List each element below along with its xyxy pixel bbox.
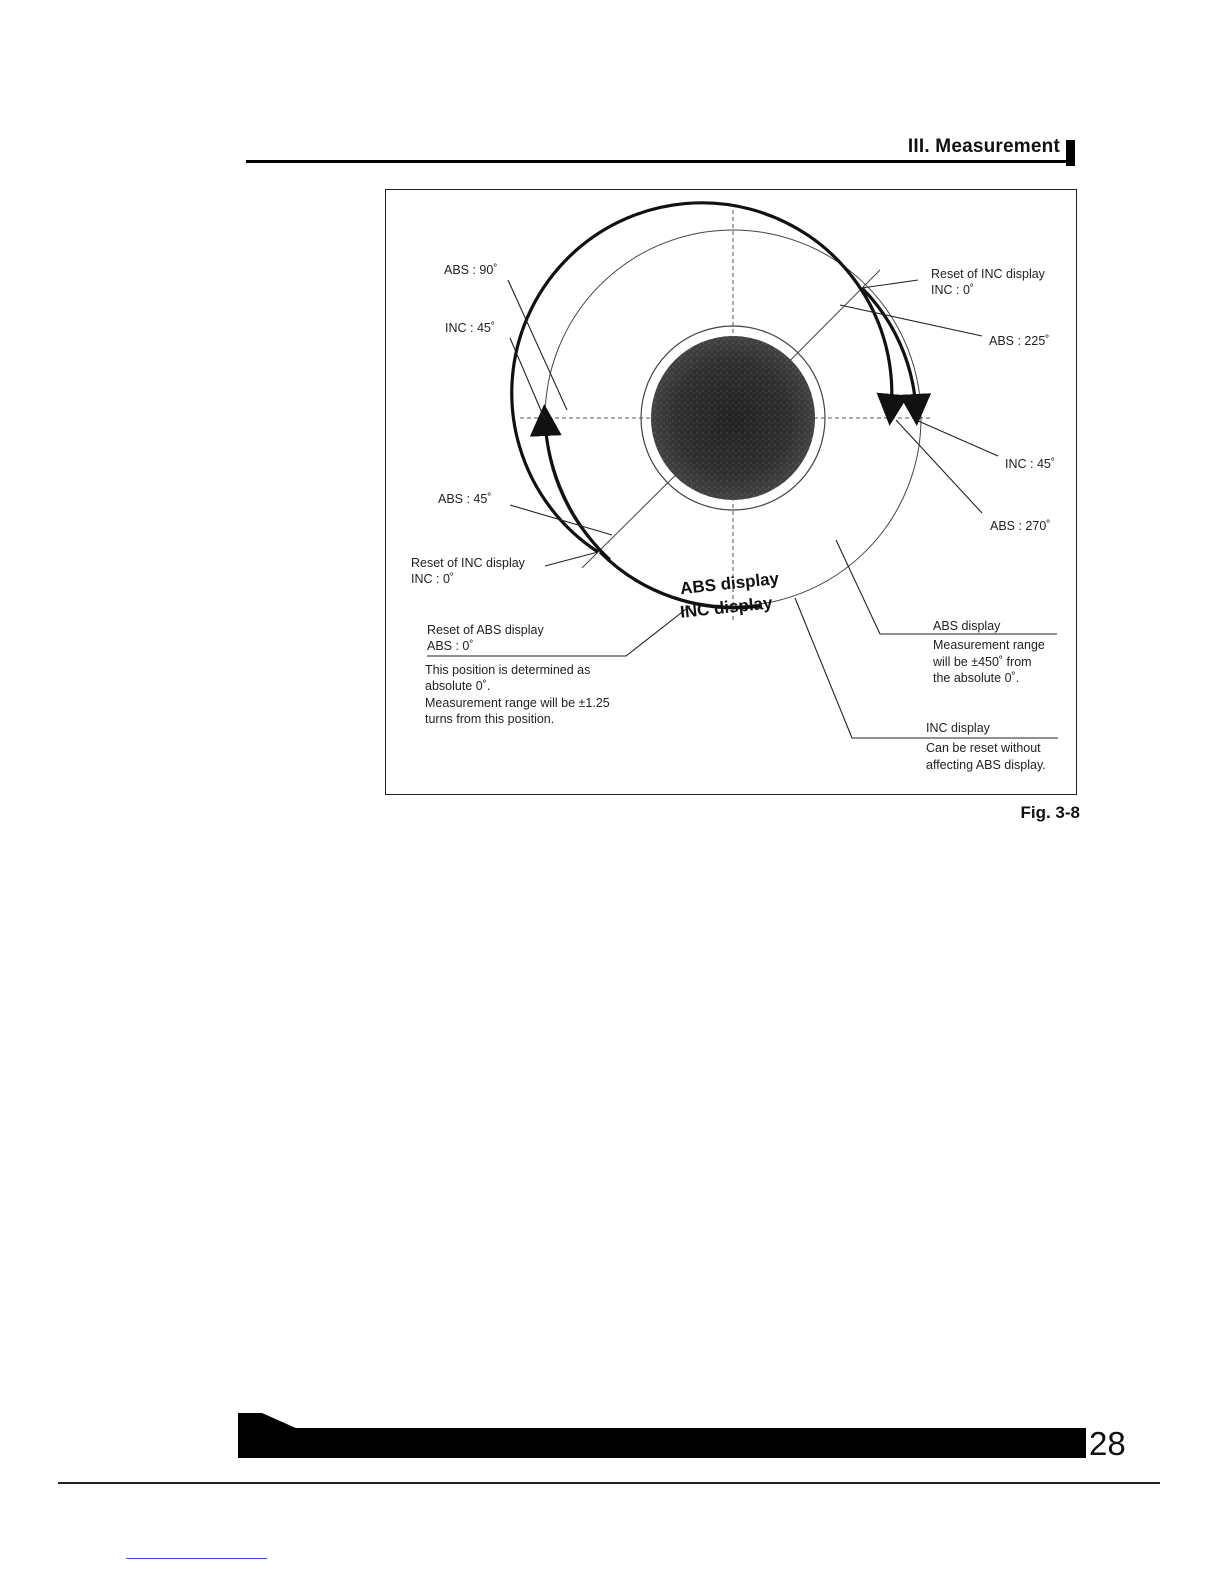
label-abs-90: ABS : 90˚ <box>444 263 498 277</box>
label-reset-inc-left-1: Reset of INC display <box>411 556 525 570</box>
label-inc-45-right: INC : 45˚ <box>1005 457 1056 471</box>
note-abs-origin-line1: This position is determined as <box>425 663 591 677</box>
label-reset-inc-right-2: INC : 0˚ <box>931 283 975 297</box>
label-reset-abs-2: ABS : 0˚ <box>427 639 474 653</box>
label-inc-45-left: INC : 45˚ <box>445 321 496 335</box>
arc-label-abs: ABS display <box>679 568 780 599</box>
arc-label-inc: INC display <box>679 593 774 622</box>
label-reset-abs-1: Reset of ABS display <box>427 623 544 637</box>
note-abs-display <box>933 618 1063 686</box>
leader-reset-inc-right <box>862 280 918 288</box>
label-reset-inc-left-2: INC : 0˚ <box>411 572 455 586</box>
note-inc-display-line2: affecting ABS display. <box>926 757 1046 772</box>
note-abs-display-line3: the absolute 0˚. <box>933 670 1020 685</box>
note-abs-display-line1: Measurement range <box>933 638 1045 653</box>
inc-arc-left <box>545 420 610 560</box>
section-title: III. Measurement <box>907 136 1060 157</box>
leader-abs-270 <box>896 420 982 513</box>
label-abs-45: ABS : 45˚ <box>438 492 492 506</box>
label-reset-inc-right-1: Reset of INC display <box>931 267 1045 281</box>
note-abs-origin-line2: absolute 0˚. <box>425 679 491 694</box>
note-inc-display-title: INC display <box>926 721 990 735</box>
footer-bar <box>238 1428 1086 1458</box>
leader-inc-45-right <box>916 420 998 456</box>
note-abs-origin <box>425 662 655 727</box>
footer-rule <box>58 1482 1160 1484</box>
note-abs-origin-line4: turns from this position. <box>425 711 555 726</box>
leader-abs-45 <box>510 505 612 535</box>
label-abs-270: ABS : 270˚ <box>990 519 1051 533</box>
note-inc-display-line1: Can be reset without <box>926 741 1041 756</box>
figure-caption: Fig. 3-8 <box>1020 803 1080 822</box>
note-abs-display-line2: will be ±450˚ from <box>933 654 1032 669</box>
label-abs-225: ABS : 225˚ <box>989 334 1050 348</box>
note-abs-display-title: ABS display <box>933 619 1001 633</box>
bottom-link-rule <box>126 1558 267 1559</box>
leader-abs-225 <box>840 305 982 336</box>
note-inc-display <box>926 720 1066 773</box>
note-abs-origin-line3: Measurement range will be ±1.25 <box>425 695 610 710</box>
page-number: 28 <box>1089 1425 1126 1462</box>
leader-reset-inc-left <box>545 552 598 566</box>
